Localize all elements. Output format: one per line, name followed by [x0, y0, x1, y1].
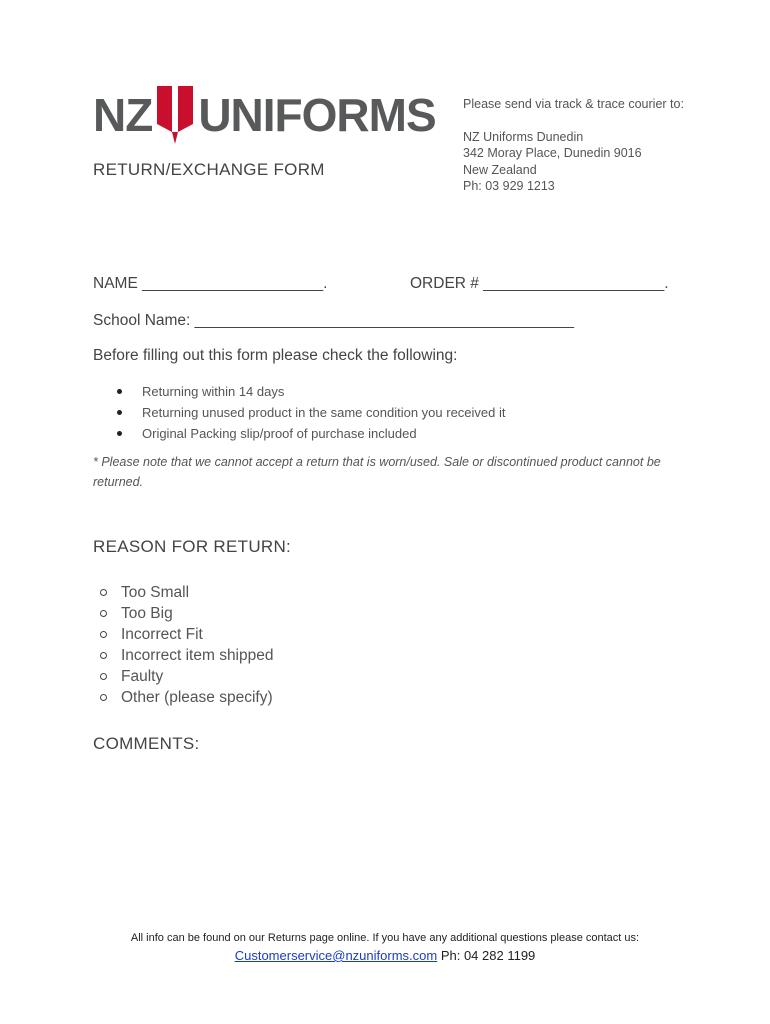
address-line: NZ Uniforms Dunedin — [463, 129, 584, 144]
order-number-field[interactable]: ORDER # _____________________. — [410, 275, 669, 292]
checklist-item: Returning within 14 days — [115, 381, 506, 402]
checklist — [115, 381, 506, 444]
address-phone: Ph: 03 929 1213 — [463, 179, 555, 193]
checklist-item: Returning unused product in the same condition you received it — [115, 402, 506, 423]
logo-text-nz: NZ — [93, 89, 153, 141]
reason-option-other[interactable]: Other (please specify) — [100, 687, 274, 708]
checklist-item: Original Packing slip/proof of purchase included — [115, 423, 506, 444]
nz-uniforms-logo — [93, 86, 436, 144]
reason-option-too-small[interactable]: Too Small — [100, 582, 274, 603]
reason-option-incorrect-item[interactable]: Incorrect item shipped — [100, 645, 274, 666]
reason-options — [100, 582, 274, 708]
name-field[interactable]: NAME _____________________. — [93, 275, 328, 292]
reason-option-too-big[interactable]: Too Big — [100, 603, 274, 624]
footer-info: All info can be found on our Returns page online. If you have any additional questions please contact us: — [130, 932, 640, 944]
reason-option-faulty[interactable]: Faulty — [100, 666, 274, 687]
footer-phone: Ph: 04 282 1199 — [440, 948, 536, 963]
address-line: New Zealand — [463, 162, 537, 177]
reason-option-incorrect-fit[interactable]: Incorrect Fit — [100, 624, 274, 645]
logo-text-uniforms: UNIFORMS — [198, 89, 436, 141]
bullet-icon — [117, 410, 122, 415]
address-line: 342 Moray Place, Dunedin 9016 — [463, 146, 642, 160]
footer-contact — [0, 948, 770, 963]
radio-circle-icon[interactable] — [100, 694, 107, 701]
radio-circle-icon[interactable] — [100, 631, 107, 638]
radio-circle-icon[interactable] — [100, 610, 107, 617]
return-policy-note: * Please note that we cannot accept a return that is worn/used. Sale or discontinued product cannot be returned. — [93, 455, 661, 489]
bullet-icon — [117, 431, 122, 436]
email-link[interactable]: Customerservice@nzuniforms.com — [234, 948, 438, 963]
school-name-field[interactable]: School Name: ____________________________________________ — [93, 312, 574, 329]
logo-mark-icon — [156, 86, 194, 144]
radio-circle-icon[interactable] — [100, 589, 107, 596]
comments-heading: COMMENTS: — [93, 734, 200, 753]
checklist-heading: Before filling out this form please check the following: — [93, 347, 458, 364]
return-address — [463, 96, 684, 195]
footer — [0, 932, 770, 963]
send-instruction: Please send via track & trace courier to: — [463, 97, 684, 111]
radio-circle-icon[interactable] — [100, 652, 107, 659]
bullet-icon — [117, 389, 122, 394]
form-title: RETURN/EXCHANGE FORM — [93, 160, 325, 179]
radio-circle-icon[interactable] — [100, 673, 107, 680]
reason-heading: REASON FOR RETURN: — [93, 537, 292, 556]
